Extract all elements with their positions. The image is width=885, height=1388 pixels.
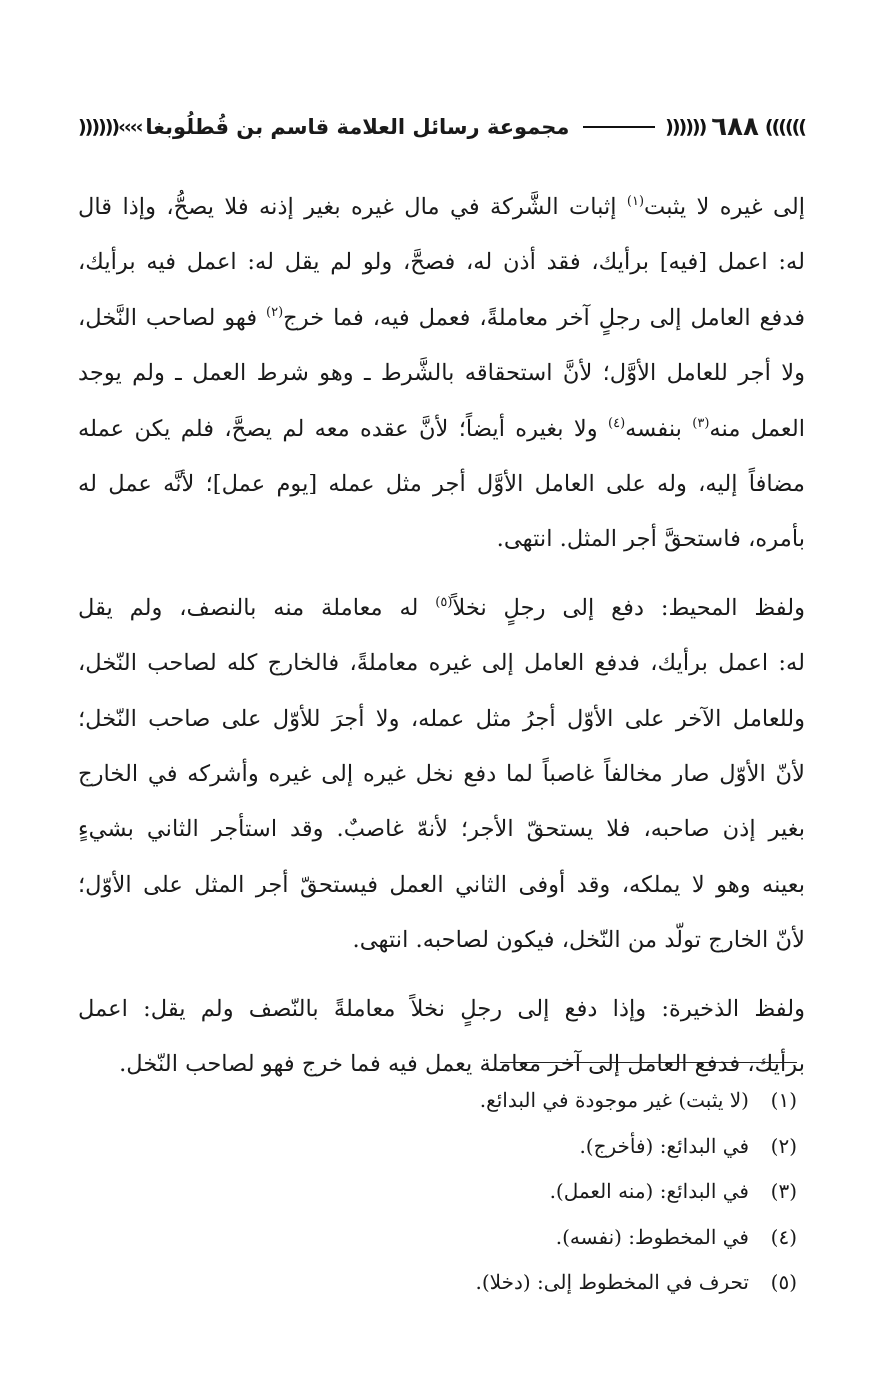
footnote-number: (٣) (770, 1179, 797, 1203)
text-segment: العمل منه (709, 415, 805, 442)
text-segment: له: اعمل برأيك، فدفع العامل إلى غيره معاملةً، فالخارج كله لصاحب النّخل، (78, 650, 805, 677)
text-segment: فهو لصاحب النَّخل، (78, 304, 267, 331)
paragraph (78, 982, 805, 1093)
text-segment: بأمره، فاستحقَّ أجر المثل. انتهى. (496, 526, 805, 553)
footnote-text: (لا يثبت) غير موجودة في البدائع. (479, 1088, 749, 1112)
text-line (78, 581, 805, 636)
main-text (78, 180, 805, 1093)
page-number: ٦٨٨ (711, 112, 759, 142)
header-rule (583, 126, 655, 128)
footnote-marker: (٤) (608, 415, 626, 431)
text-line (78, 747, 805, 802)
text-line (78, 402, 805, 457)
paragraph-gap (78, 568, 805, 581)
footnote-number: (١) (770, 1088, 797, 1112)
paragraph (78, 581, 805, 969)
text-segment: برأيك، فدفع العامل إلى آخر معاملة يعمل فيه فما خرج فهو لصاحب النّخل. (119, 1051, 805, 1078)
text-line (78, 291, 805, 346)
ornament-number-left: (((((( (665, 116, 706, 138)
text-segment: إثبات الشَّركة في مال غيره بغير إذنه فلا يصحُّ، وإذا قال (78, 194, 627, 220)
footnote-item (78, 1260, 797, 1306)
footnote-marker: (٣) (692, 415, 710, 431)
text-line (78, 346, 805, 401)
text-segment: بعينه وهو لا يملكه، وقد أوفى الثاني العمل فيستحقّ أجر المثل على الأوّل؛ (78, 871, 805, 898)
footnote-number: (٢) (770, 1133, 797, 1158)
text-segment: إلى غيره لا يثبت (644, 194, 805, 220)
text-line (78, 512, 805, 567)
footnote-item (78, 1169, 797, 1215)
text-segment: له: اعمل [فيه] برأيك، فقد أذن له، فصحَّ، ولو لم يقل له: اعمل فيه برأيك، (78, 249, 805, 276)
footnote-number: (٤) (770, 1224, 797, 1249)
ornament-right: )))))) (764, 116, 805, 138)
footnotes (78, 1078, 797, 1306)
text-line (78, 802, 805, 857)
text-segment: لأنّ الخارج تولّد من النّخل، فيكون لصاحبه. انتهى. (352, 927, 805, 954)
text-line (78, 692, 805, 747)
paragraph (78, 180, 805, 568)
ornament-left: ››››(((((( (78, 116, 142, 138)
text-line (78, 636, 805, 691)
text-line (78, 982, 805, 1037)
text-line (78, 180, 805, 235)
footnote-text: في البدائع: (فأخرج). (579, 1133, 749, 1158)
running-title: مجموعة رسائل العلامة قاسم بن قُطلُوبغا (145, 115, 570, 139)
text-segment: فدفع العامل إلى رجلٍ آخر معاملةً، فعمل فيه، فما خرج (283, 304, 805, 331)
text-segment: له معاملة منه بالنصف، ولم يقل (78, 594, 436, 621)
text-segment: ولفظ الذخيرة: وإذا دفع إلى رجلٍ نخلاً معاملةً بالنّصف ولم يقل: اعمل (78, 995, 805, 1022)
footnote-item (78, 1078, 797, 1124)
page-header (78, 105, 805, 149)
footnote-text: في البدائع: (منه العمل). (549, 1179, 749, 1203)
text-line (78, 858, 805, 913)
footnote-marker: (٥) (435, 594, 453, 610)
footnote-item (78, 1215, 797, 1261)
text-line (78, 913, 805, 968)
paragraph-gap (78, 969, 805, 982)
text-segment: مضافاً إليه، وله على العامل الأوَّل أجر مثل عمله [يوم عمل]؛ لأنَّه عمل له (78, 471, 805, 498)
text-segment: ولا بغيره أيضاً؛ لأنَّ عقده معه لم يصحَّ، فلم يكن عمله (78, 415, 609, 442)
text-segment: وللعامل الآخر على الأوّل أجرُ مثل عمله، ولا أجرَ للأوّل على صاحب النّخل؛ (78, 705, 805, 732)
footnote-text: تحرف في المخطوط إلى: (دخلا). (475, 1270, 749, 1294)
text-segment: بغير إذن صاحبه، فلا يستحقّ الأجر؛ لأنهّ غاصبٌ. وقد استأجر الثاني بشيءٍ (78, 816, 805, 843)
text-segment: بنفسه (625, 415, 693, 442)
footnote-divider (500, 1062, 797, 1063)
footnote-marker: (١) (626, 194, 645, 209)
text-segment: ولا أجر للعامل الأوَّل؛ لأنَّ استحقاقه بالشَّرط ـ وهو شرط العمل ـ ولم يوجد (78, 360, 805, 387)
footnote-marker: (٢) (266, 304, 284, 320)
footnote-item (78, 1124, 797, 1170)
footnote-text: في المخطوط: (نفسه). (555, 1224, 749, 1249)
text-segment: لأنّ الأوّل صار مخالفاً غاصباً لما دفع نخل غيره إلى غيره وأشركه في الخارج (78, 761, 805, 788)
text-line (78, 457, 805, 512)
text-line (78, 235, 805, 290)
footnote-number: (٥) (770, 1270, 797, 1294)
text-segment: ولفظ المحيط: دفع إلى رجلٍ نخلاً (452, 594, 805, 621)
